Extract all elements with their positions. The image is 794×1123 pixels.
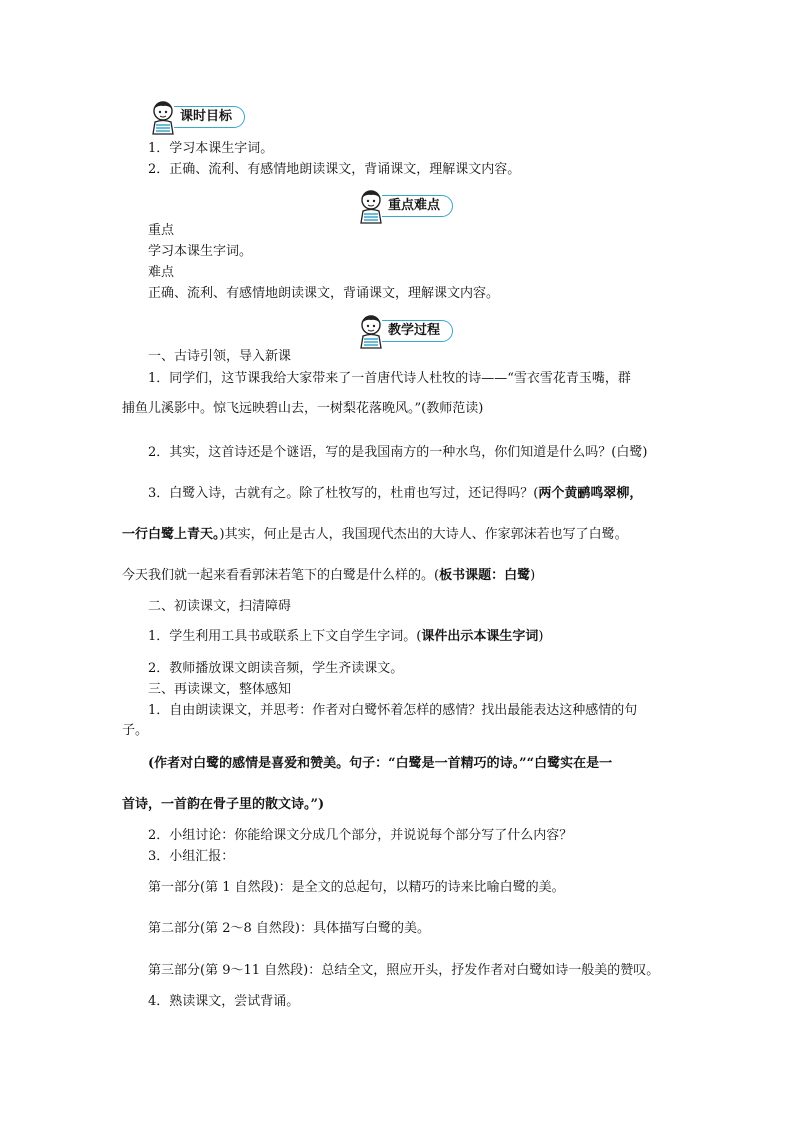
part2-p1-text: 1．学生利用工具书或联系上下文自学生字词。(	[148, 629, 422, 644]
part1-p3-line3	[122, 567, 535, 585]
part1-p1-line1: 1．同学们，这节课我给大家带来了一首唐代诗人杜牧的诗——“雪衣雪花青玉嘴，群	[148, 371, 631, 386]
part2-p1-close: )	[538, 629, 544, 644]
process-title: 教学过程	[382, 320, 453, 342]
difficulty-label: 难点	[148, 265, 175, 280]
key-label: 重点	[148, 223, 175, 238]
courseware-note: 课件出示本课生字词	[421, 629, 539, 644]
part3-p3: 3．小组汇报：	[148, 849, 235, 864]
objective-item-1: 1．学习本课生字词。	[148, 141, 274, 156]
part1-p3-line3-text: 今天我们就一起来看看郭沫若笔下的白鹭是什么样的。(	[122, 568, 440, 583]
objectives-badge	[148, 99, 245, 135]
part1-p1-line2: 捕鱼儿溪影中。惊飞远映碧山去，一树梨花落晚风。”(教师范读)	[122, 401, 484, 416]
part3-p1-line2: 子。	[122, 723, 149, 738]
part1-p2: 2．其实，这首诗还是个谜语，写的是我国南方的一种水鸟，你们知道是什么吗？(白鹭)	[148, 445, 648, 460]
part1-p3-poem-a: 两个黄鹂鸣翠柳，	[538, 486, 643, 501]
report-part-2: 第二部分(第 2～8 自然段)：具体描写白鹭的美。	[148, 921, 430, 936]
report-part-3: 第三部分(第 9～11 自然段)：总结全文，照应开头，抒发作者对白鹭如诗一般美的赞叹。	[148, 963, 660, 978]
part3-heading: 三、再读课文，整体感知	[148, 682, 292, 697]
board-title-note: 板书课题：白鹭	[439, 568, 531, 583]
part1-p3-line3-close: )	[530, 568, 536, 583]
objectives-title: 课时目标	[174, 106, 245, 128]
part2-p2: 2．教师播放课文朗读音频，学生齐读课文。	[148, 661, 404, 676]
keypoints-badge	[356, 188, 453, 224]
keypoints-title: 重点难点	[382, 195, 453, 217]
difficulty-text: 正确、流利、有感情地朗读课文，背诵课文，理解课文内容。	[148, 286, 500, 301]
objective-item-2: 2．正确、流利、有感情地朗读课文，背诵课文，理解课文内容。	[148, 162, 521, 177]
key-text: 学习本课生字词。	[148, 244, 253, 259]
part3-answer-line2: 首诗，一首韵在骨子里的散文诗。”)	[122, 797, 325, 812]
part2-p1	[148, 628, 543, 646]
part3-p4: 4．熟读课文，尝试背诵。	[148, 994, 300, 1009]
part1-heading: 一、古诗引领，导入新课	[148, 349, 292, 364]
part3-answer-line1: (作者对白鹭的感情是喜爱和赞美。句子：“白鹭是一首精巧的诗。”“白鹭实在是一	[148, 756, 613, 771]
report-part-1: 第一部分(第 1 自然段)：是全文的总起句，以精巧的诗来比喻白鹭的美。	[148, 880, 565, 895]
process-badge	[356, 313, 453, 349]
part1-p3-line2-text: )其实，何止是古人，我国现代杰出的大诗人、作家郭沫若也写了白鹭。	[219, 527, 628, 542]
part1-p3-line1	[148, 485, 642, 503]
part3-p1-line1: 1．自由朗读课文，并思考：作者对白鹭怀着怎样的感情？找出最能表达这种感情的句	[148, 703, 638, 718]
part2-heading: 二、初读课文，扫清障碍	[148, 599, 292, 614]
part3-p2: 2．小组讨论：你能给课文分成几个部分，并说说每个部分写了什么内容？	[148, 828, 573, 843]
part1-p3-line1-text: 3．白鹭入诗，古就有之。除了杜牧写的，杜甫也写过，还记得吗？(	[148, 486, 539, 501]
part1-p3-poem-b: 一行白鹭上青天。	[122, 527, 220, 542]
part1-p3-line2	[122, 526, 628, 544]
